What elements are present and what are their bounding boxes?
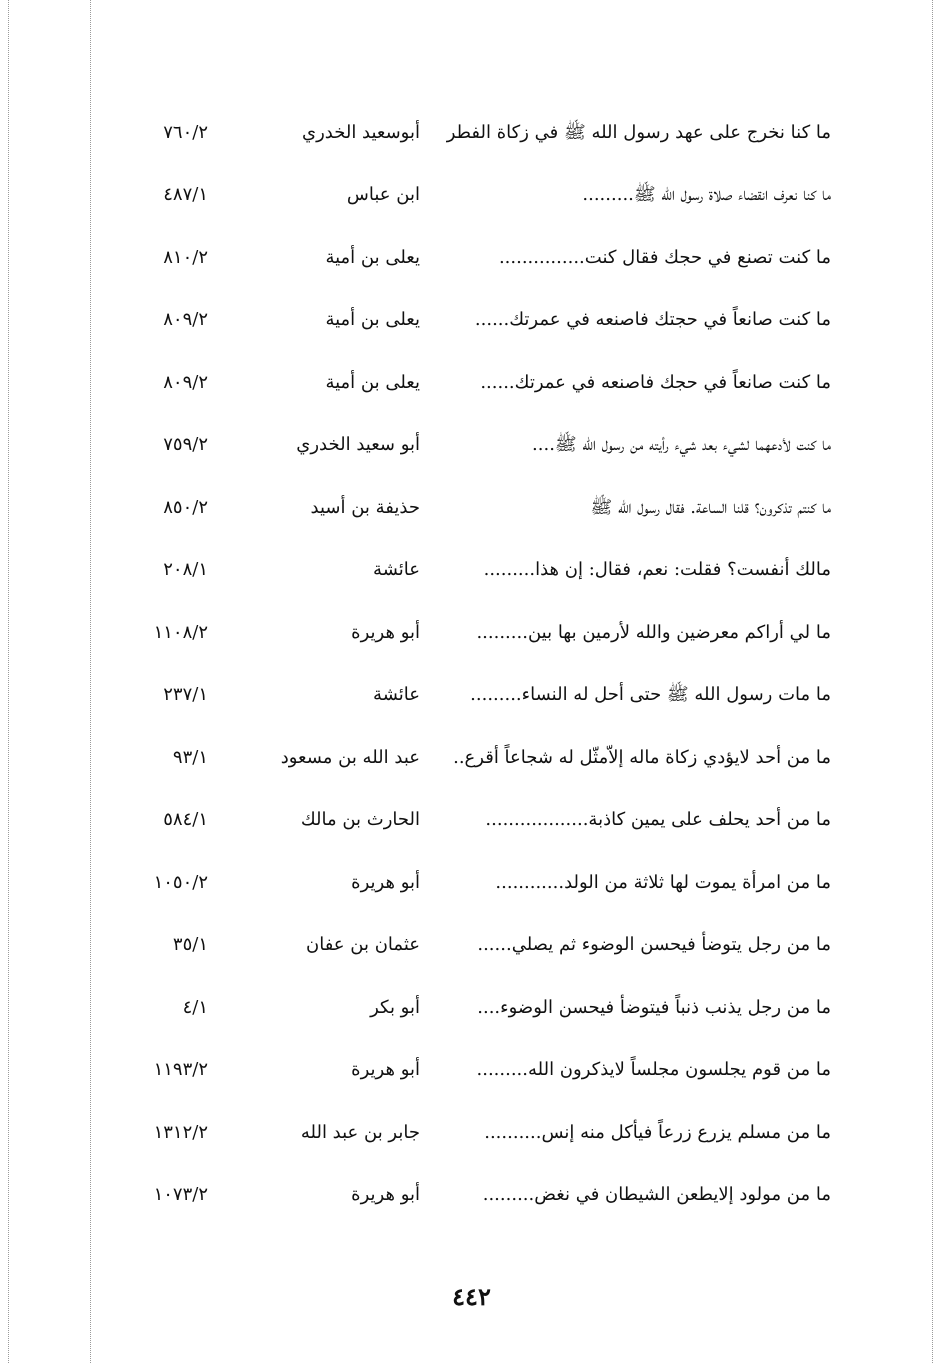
index-entry — [0, 915, 943, 977]
volume-page-ref: ٢٠٨/١ — [163, 559, 208, 580]
index-entry — [0, 165, 943, 227]
index-entry — [0, 603, 943, 665]
volume-page-ref: ٨٠٩/٢ — [163, 309, 208, 330]
index-entry — [0, 978, 943, 1040]
page-number: ٤٤٢ — [452, 1282, 491, 1311]
narrator-name: أبو هريرة — [351, 1059, 420, 1080]
hadith-text: ما من قوم يجلسون مجلساً لايذكرون الله......... — [476, 1059, 831, 1080]
volume-page-ref: ٥٨٤/١ — [163, 809, 208, 830]
narrator-name: عبد الله بن مسعود — [280, 747, 420, 768]
narrator-name: أبو هريرة — [351, 1184, 420, 1205]
index-entry — [0, 1040, 943, 1102]
volume-page-ref: ٨١٠/٢ — [163, 247, 208, 268]
index-entry — [0, 853, 943, 915]
hadith-text: ما من مولود إلايطعن الشيطان في نغض......... — [482, 1184, 831, 1205]
hadith-text: مالك أنفست؟ فقلت: نعم، فقال: إن هذا......... — [483, 559, 831, 580]
volume-page-ref: ١٠٧٣/٢ — [153, 1184, 208, 1205]
index-entry — [0, 228, 943, 290]
narrator-name: أبو بكر — [370, 997, 420, 1018]
volume-page-ref: ١٠٥٠/٢ — [153, 872, 208, 893]
hadith-text: ما كنت صانعاً في حجك فاصنعه في عمرتك...... — [480, 372, 831, 393]
narrator-name: عائشة — [373, 559, 420, 580]
index-entry — [0, 478, 943, 540]
narrator-name: عثمان بن عفان — [306, 934, 420, 955]
hadith-text: ما من رجل يتوضأ فيحسن الوضوء ثم يصلي...... — [477, 934, 831, 955]
narrator-name: الحارث بن مالك — [300, 809, 420, 830]
hadith-text: ما من مسلم يزرع زرعاً فيأكل منه إنس.......... — [484, 1122, 831, 1143]
volume-page-ref: ١١٩٣/٢ — [153, 1059, 208, 1080]
index-entry — [0, 790, 943, 852]
narrator-name: أبو هريرة — [351, 622, 420, 643]
volume-page-ref: ٧٦٠/٢ — [163, 122, 208, 143]
hadith-text: ما من امرأة يموت لها ثلاثة من الولد............ — [495, 872, 831, 893]
hadith-index-list — [0, 103, 943, 1228]
hadith-text: ما كنت تصنع في حجك فقال كنت............... — [498, 247, 831, 268]
volume-page-ref: ٨٥٠/٢ — [163, 497, 208, 518]
index-entry — [0, 353, 943, 415]
volume-page-ref: ٨٠٩/٢ — [163, 372, 208, 393]
narrator-name: يعلى بن أمية — [325, 247, 420, 268]
hadith-text: ما كنا نعرف انقضاء صلاة رسول الله ﷺ......... — [582, 184, 831, 205]
volume-page-ref: ١١٠٨/٢ — [153, 622, 208, 643]
volume-page-ref: ٩٣/١ — [172, 747, 208, 768]
index-entry — [0, 1165, 943, 1227]
hadith-text: ما لي أراكم معرضين والله لأرمين بها بين......... — [476, 622, 831, 643]
volume-page-ref: ٧٥٩/٢ — [163, 434, 208, 455]
hadith-text: ما من رجل يذنب ذنباً فيتوضأ فيحسن الوضوء.... — [477, 997, 831, 1018]
narrator-name: يعلى بن أمية — [325, 372, 420, 393]
volume-page-ref: ٢٣٧/١ — [163, 684, 208, 705]
index-entry — [0, 415, 943, 477]
narrator-name: يعلى بن أمية — [325, 309, 420, 330]
hadith-text: ما من أحد يحلف على يمين كاذبة.................. — [485, 809, 831, 830]
index-entry — [0, 103, 943, 165]
volume-page-ref: ٤/١ — [182, 997, 208, 1018]
hadith-text: ما كنت لأدعهما لشيء بعد شيء رأيته من رسول الله ﷺ.... — [532, 434, 831, 455]
narrator-name: أبو هريرة — [351, 872, 420, 893]
volume-page-ref: ١٣١٢/٢ — [153, 1122, 208, 1143]
volume-page-ref: ٣٥/١ — [172, 934, 208, 955]
hadith-text: ما كنت صانعاً في حجتك فاصنعه في عمرتك...... — [474, 309, 831, 330]
index-entry — [0, 540, 943, 602]
volume-page-ref: ٤٨٧/١ — [163, 184, 208, 205]
narrator-name: أبوسعيد الخدري — [301, 122, 420, 143]
hadith-text: ما كنا نخرج على عهد رسول الله ﷺ في زكاة الفطر — [446, 122, 831, 143]
narrator-name: ابن عباس — [346, 184, 420, 205]
narrator-name: حذيفة بن أسيد — [310, 497, 420, 518]
hadith-text: ما مات رسول الله ﷺ حتى أحل له النساء......... — [470, 684, 831, 705]
narrator-name: عائشة — [373, 684, 420, 705]
index-entry — [0, 665, 943, 727]
hadith-text: ما كنتم تذكرون؟ قلنا الساعة. فقال رسول الله ﷺ — [590, 497, 831, 518]
index-entry — [0, 1103, 943, 1165]
narrator-name: أبو سعيد الخدري — [296, 434, 420, 455]
hadith-text: ما من أحد لايؤدي زكاة ماله إلاّمثّل له شجاعاً أقرع.. — [453, 747, 831, 768]
index-entry — [0, 728, 943, 790]
narrator-name: جابر بن عبد الله — [300, 1122, 420, 1143]
index-entry — [0, 290, 943, 352]
